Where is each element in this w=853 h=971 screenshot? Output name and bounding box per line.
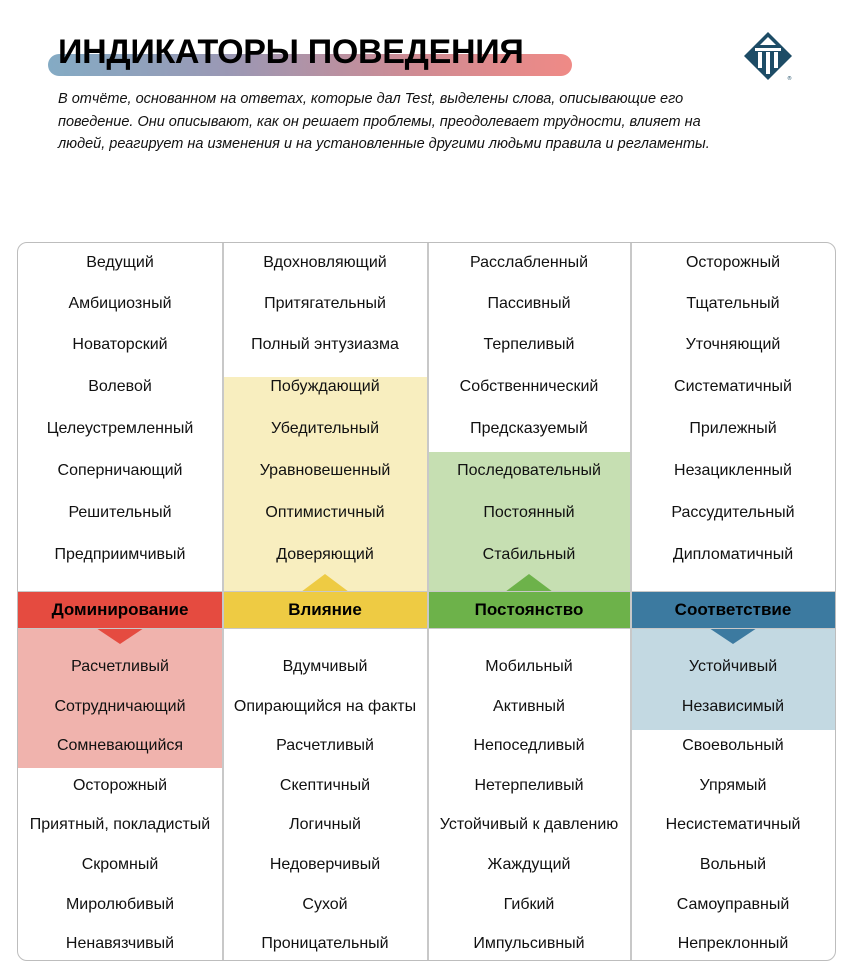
trait-word: Ведущий xyxy=(86,254,154,271)
header-label-dominance: Доминирование xyxy=(51,600,189,619)
trait-word: Недоверчивый xyxy=(269,856,381,873)
trait-word: Постоянный xyxy=(483,504,575,521)
column-steadiness xyxy=(428,243,630,960)
trait-word: Вольный xyxy=(699,856,767,873)
trait-word: Скромный xyxy=(81,856,159,873)
trait-word: Самоуправный xyxy=(676,896,790,913)
trait-word: Рассудительный xyxy=(671,504,795,521)
trait-word: Волевой xyxy=(88,378,152,395)
trait-word: Стабильный xyxy=(482,546,576,563)
trait-word: Расчетливый xyxy=(71,658,169,675)
trait-word: Расчетливый xyxy=(276,737,374,754)
trait-word: Устойчивый к давлению xyxy=(439,816,619,833)
trait-word: Осторожный xyxy=(685,254,781,271)
trait-word: Приятный, покладистый xyxy=(29,816,211,833)
trait-word: Миролюбивый xyxy=(65,896,175,913)
trait-word: Гибкий xyxy=(503,896,555,913)
trait-word: Убедительный xyxy=(270,420,380,437)
trait-word: Устойчивый xyxy=(688,658,778,675)
trait-word: Полный энтузиазма xyxy=(251,336,399,353)
trait-word: Нетерпеливый xyxy=(474,777,584,794)
trait-word: Терпеливый xyxy=(483,336,575,353)
trait-word: Решительный xyxy=(68,504,172,521)
header-label-conscientiousness: Соответствие xyxy=(674,600,792,619)
trait-word: Уточняющий xyxy=(685,336,781,353)
column-conscientiousness xyxy=(631,243,835,960)
trait-word: Тщательный xyxy=(686,295,780,312)
svg-text:®: ® xyxy=(787,76,792,82)
trait-word: Оптимистичный xyxy=(265,504,385,521)
page-title: ИНДИКАТОРЫ ПОВЕДЕНИЯ xyxy=(58,33,524,71)
trait-word: Сомневающийся xyxy=(56,737,184,754)
column-dominance xyxy=(18,243,222,960)
behavior-grid xyxy=(17,242,836,961)
trait-word: Непоседливый xyxy=(473,737,585,754)
disc-logo-icon xyxy=(743,31,793,83)
trait-word: Доверяющий xyxy=(276,546,374,563)
trait-word: Упрямый xyxy=(699,777,767,794)
column-influence xyxy=(223,243,427,960)
trait-word: Непреклонный xyxy=(677,935,789,952)
trait-word: Прилежный xyxy=(689,420,777,437)
trait-word: Последовательный xyxy=(457,462,601,479)
trait-word: Осторожный xyxy=(72,777,168,794)
trait-word: Систематичный xyxy=(674,378,792,395)
trait-word: Сотрудничающий xyxy=(54,698,186,715)
trait-word: Несистематичный xyxy=(665,816,801,833)
trait-word: Незацикленный xyxy=(674,462,792,479)
trait-word: Собственнический xyxy=(459,378,599,395)
trait-word: Целеустремленный xyxy=(46,420,194,437)
trait-word: Своевольный xyxy=(682,737,784,754)
trait-word: Уравновешенный xyxy=(259,462,391,479)
trait-word: Предсказуемый xyxy=(470,420,588,437)
trait-word: Активный xyxy=(493,698,565,715)
trait-word: Независимый xyxy=(681,698,785,715)
trait-word: Амбициозный xyxy=(68,295,172,312)
trait-word: Мобильный xyxy=(485,658,573,675)
trait-word: Опирающийся на факты xyxy=(233,698,417,715)
trait-word: Проницательный xyxy=(261,935,389,952)
trait-word: Вдохновляющий xyxy=(263,254,387,271)
trait-word: Побуждающий xyxy=(270,378,380,395)
trait-word: Логичный xyxy=(289,816,361,833)
trait-word: Пассивный xyxy=(487,295,571,312)
trait-word: Вдумчивый xyxy=(282,658,368,675)
intro-text: В отчёте, основанном на ответах, которые дал Test, выделены слова, описывающие его поведение. Они описывают, как он решает проблемы, преодолевает трудности, влияет на людей, реагирует на изменения и на установленные другими людьми правила и регламенты. xyxy=(58,91,710,152)
trait-word: Притягательный xyxy=(264,295,386,312)
trait-word: Жаждущий xyxy=(487,856,571,873)
header-label-influence: Влияние xyxy=(288,600,362,619)
trait-word: Соперничающий xyxy=(57,462,183,479)
trait-word: Новаторский xyxy=(72,336,168,353)
trait-word: Скептичный xyxy=(279,777,371,794)
trait-word: Сухой xyxy=(302,896,348,913)
trait-word: Предприимчивый xyxy=(54,546,186,563)
trait-word: Импульсивный xyxy=(473,935,585,952)
header-label-steadiness: Постоянство xyxy=(474,600,584,619)
trait-word: Ненавязчивый xyxy=(65,935,175,952)
trait-word: Дипломатичный xyxy=(672,546,794,563)
trait-word: Расслабленный xyxy=(469,254,589,271)
